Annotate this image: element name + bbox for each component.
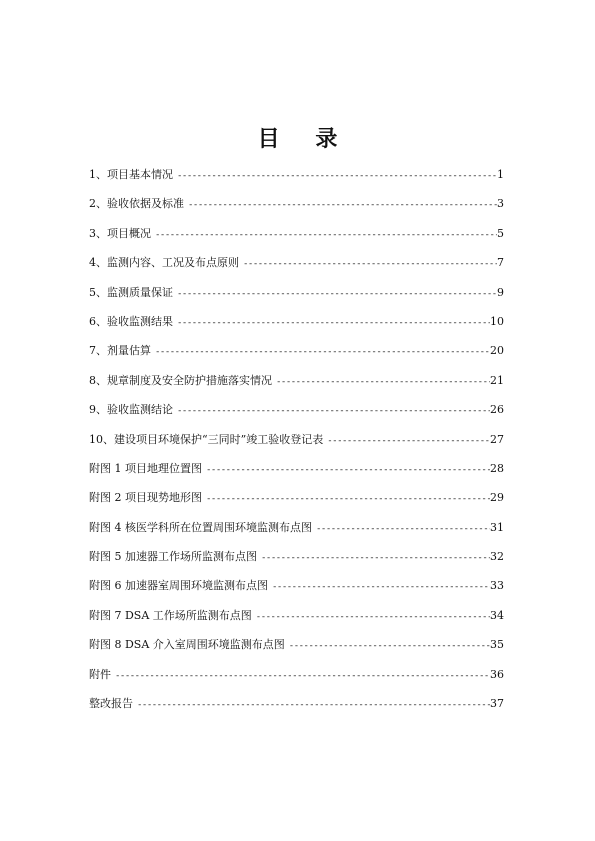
toc-entry-label: 附件	[89, 667, 111, 681]
toc-entry-label: 10、建设项目环境保护“三同时”竣工验收登记表	[89, 432, 324, 446]
toc-entry-page-number: 1	[497, 168, 504, 181]
toc-entry-page-number: 10	[490, 314, 504, 328]
toc-entry[interactable]	[89, 548, 504, 577]
toc-dot-leader	[272, 582, 490, 592]
toc-entry-page-number: 29	[490, 491, 504, 505]
toc-entry-label: 3、项目概况	[89, 226, 151, 240]
toc-dot-leader	[206, 494, 490, 504]
toc-entry-page-number: 20	[490, 344, 504, 358]
toc-entry-page-number: 27	[490, 432, 504, 446]
toc-entry[interactable]	[89, 254, 504, 283]
toc-entry[interactable]	[89, 519, 504, 548]
toc-entry-page-number: 26	[490, 403, 504, 417]
toc-entry-page-number: 7	[497, 256, 504, 270]
toc-entry-label: 5、监测质量保证	[89, 285, 173, 299]
toc-dot-leader	[177, 406, 490, 416]
toc-dot-leader	[177, 318, 490, 328]
toc-entry-label: 1、项目基本情况	[89, 168, 173, 181]
toc-entry-page-number: 21	[490, 373, 504, 387]
toc-entry-page-number: 33	[490, 579, 504, 593]
toc-entry[interactable]	[89, 636, 504, 665]
toc-entry-label: 附图 2 项目现势地形图	[89, 491, 202, 505]
page-title: 目 录	[257, 126, 352, 152]
toc-entry-label: 7、剂量估算	[89, 344, 151, 358]
toc-dot-leader	[243, 259, 497, 269]
table-of-contents	[89, 166, 504, 724]
toc-entry-label: 6、验收监测结果	[89, 314, 173, 328]
toc-entry[interactable]	[89, 166, 504, 195]
toc-dot-leader	[177, 289, 497, 299]
toc-entry[interactable]	[89, 431, 504, 460]
toc-entry[interactable]	[89, 401, 504, 430]
toc-entry-page-number: 32	[490, 550, 504, 564]
toc-entry[interactable]	[89, 489, 504, 518]
toc-dot-leader	[206, 465, 490, 475]
toc-entry-label: 附图 1 项目地理位置图	[89, 461, 202, 475]
toc-dot-leader	[177, 171, 497, 181]
toc-entry-label: 附图 6 加速器室周围环境监测布点图	[89, 579, 268, 593]
toc-dot-leader	[289, 641, 490, 651]
toc-entry-page-number: 37	[490, 697, 504, 711]
toc-dot-leader	[316, 524, 490, 534]
toc-entry-page-number: 28	[490, 461, 504, 475]
toc-dot-leader	[137, 700, 490, 710]
toc-entry-label: 附图 4 核医学科所在位置周围环境监测布点图	[89, 520, 312, 534]
toc-entry[interactable]	[89, 313, 504, 342]
toc-entry[interactable]	[89, 460, 504, 489]
toc-dot-leader	[155, 347, 490, 357]
toc-entry[interactable]	[89, 225, 504, 254]
toc-entry[interactable]	[89, 695, 504, 724]
toc-entry-label: 8、规章制度及安全防护措施落实情况	[89, 373, 272, 387]
toc-entry[interactable]	[89, 342, 504, 371]
toc-entry[interactable]	[89, 607, 504, 636]
toc-entry-label: 2、验收依据及标准	[89, 197, 184, 211]
toc-entry-label: 4、监测内容、工况及布点原则	[89, 256, 239, 270]
toc-dot-leader	[155, 230, 497, 240]
toc-entry-label: 整改报告	[89, 697, 133, 711]
toc-entry[interactable]	[89, 577, 504, 606]
toc-entry[interactable]	[89, 284, 504, 313]
toc-entry-label: 9、验收监测结论	[89, 403, 173, 417]
toc-entry-label: 附图 8 DSA 介入室周围环境监测布点图	[89, 638, 285, 652]
toc-entry[interactable]	[89, 666, 504, 695]
toc-dot-leader	[115, 671, 490, 681]
toc-dot-leader	[276, 377, 490, 387]
toc-dot-leader	[261, 553, 490, 563]
toc-entry-page-number: 31	[490, 520, 504, 534]
toc-entry-page-number: 9	[497, 285, 504, 299]
toc-entry-page-number: 5	[497, 226, 504, 240]
toc-entry[interactable]	[89, 372, 504, 401]
toc-dot-leader	[188, 200, 497, 210]
toc-entry-page-number: 3	[497, 197, 504, 211]
toc-entry-label: 附图 7 DSA 工作场所监测布点图	[89, 608, 252, 622]
toc-dot-leader	[256, 612, 490, 622]
toc-entry[interactable]	[89, 195, 504, 224]
toc-dot-leader	[327, 436, 490, 446]
toc-entry-label: 附图 5 加速器工作场所监测布点图	[89, 550, 257, 564]
toc-entry-page-number: 34	[490, 608, 504, 622]
toc-entry-page-number: 36	[490, 667, 504, 681]
toc-entry-page-number: 35	[490, 638, 504, 652]
